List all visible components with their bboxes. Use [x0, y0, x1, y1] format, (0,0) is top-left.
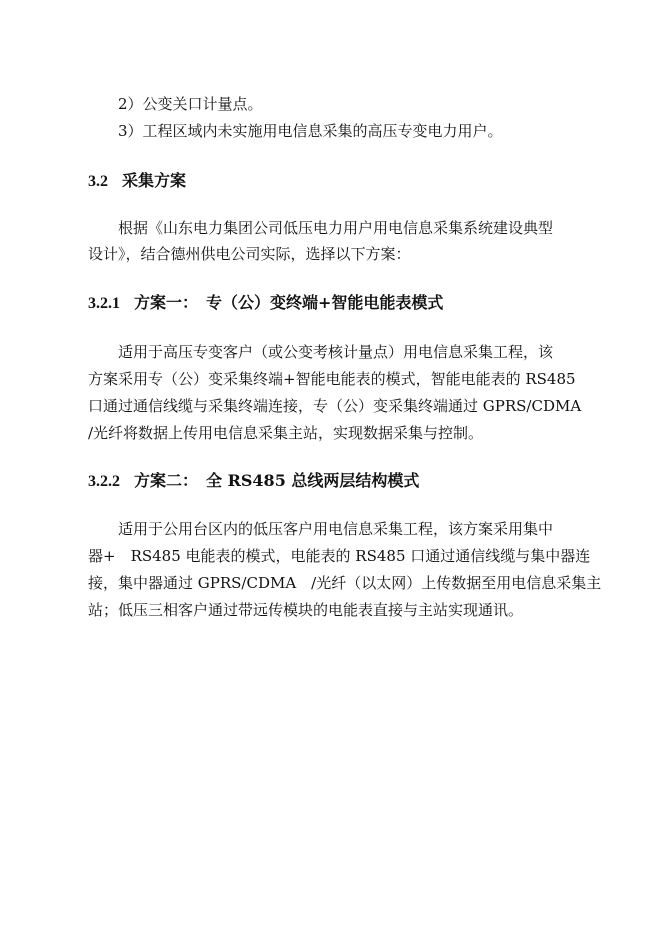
section-3-2-1-body-line: /光纤将数据上传用电信息采集主站，实现数据采集与控制。	[88, 424, 484, 442]
section-3-2-2-number: 3.2.2	[88, 473, 120, 490]
section-3-2-2-body-line: 接，集中器通过 GPRS/CDMA /光纤（以太网）上传数据至用电信息采集主	[88, 574, 602, 592]
section-3-2-2-heading	[88, 468, 419, 491]
section-3-2-2-body-line: 适用于公用台区内的低压客户用电信息采集工程，该方案采用集中	[118, 520, 554, 538]
section-3-2-1-body-line: 方案采用专（公）变采集终端+智能电能表的模式，智能电能表的 RS485	[88, 370, 576, 388]
section-3-2-title: 采集方案	[122, 171, 187, 190]
section-3-2-1-title: 方案一： 专（公）变终端+智能电能表模式	[134, 293, 444, 312]
list-item-3: 3）工程区域内未实施用电信息采集的高压专变电力用户。	[118, 122, 503, 140]
section-3-2-2-body-line: 站；低压三相客户通过带远传模块的电能表直接与主站实现通讯。	[88, 601, 524, 619]
section-3-2-1-heading	[88, 290, 443, 313]
section-3-2-1-number: 3.2.1	[88, 295, 120, 312]
section-3-2-1-body-line: 适用于高压专变客户（或公变考核计量点）用电信息采集工程，该	[118, 343, 554, 361]
section-3-2-intro-line: 根据《山东电力集团公司低压电力用户用电信息采集系统建设典型	[118, 219, 554, 237]
section-3-2-2-title: 方案二： 全 RS485 总线两层结构模式	[134, 471, 420, 490]
section-3-2-heading	[88, 168, 186, 191]
section-3-2-2-body-line: 器+ RS485 电能表的模式，电能表的 RS485 口通过通信线缆与集中器连	[88, 547, 591, 565]
section-3-2-intro-line: 设计》，结合德州供电公司实际，选择以下方案：	[88, 245, 411, 263]
section-3-2-number: 3.2	[88, 173, 108, 190]
section-3-2-1-body-line: 口通过通信线缆与采集终端连接，专（公）变采集终端通过 GPRS/CDMA	[88, 397, 582, 415]
list-item-2: 2）公变关口计量点。	[118, 95, 263, 113]
